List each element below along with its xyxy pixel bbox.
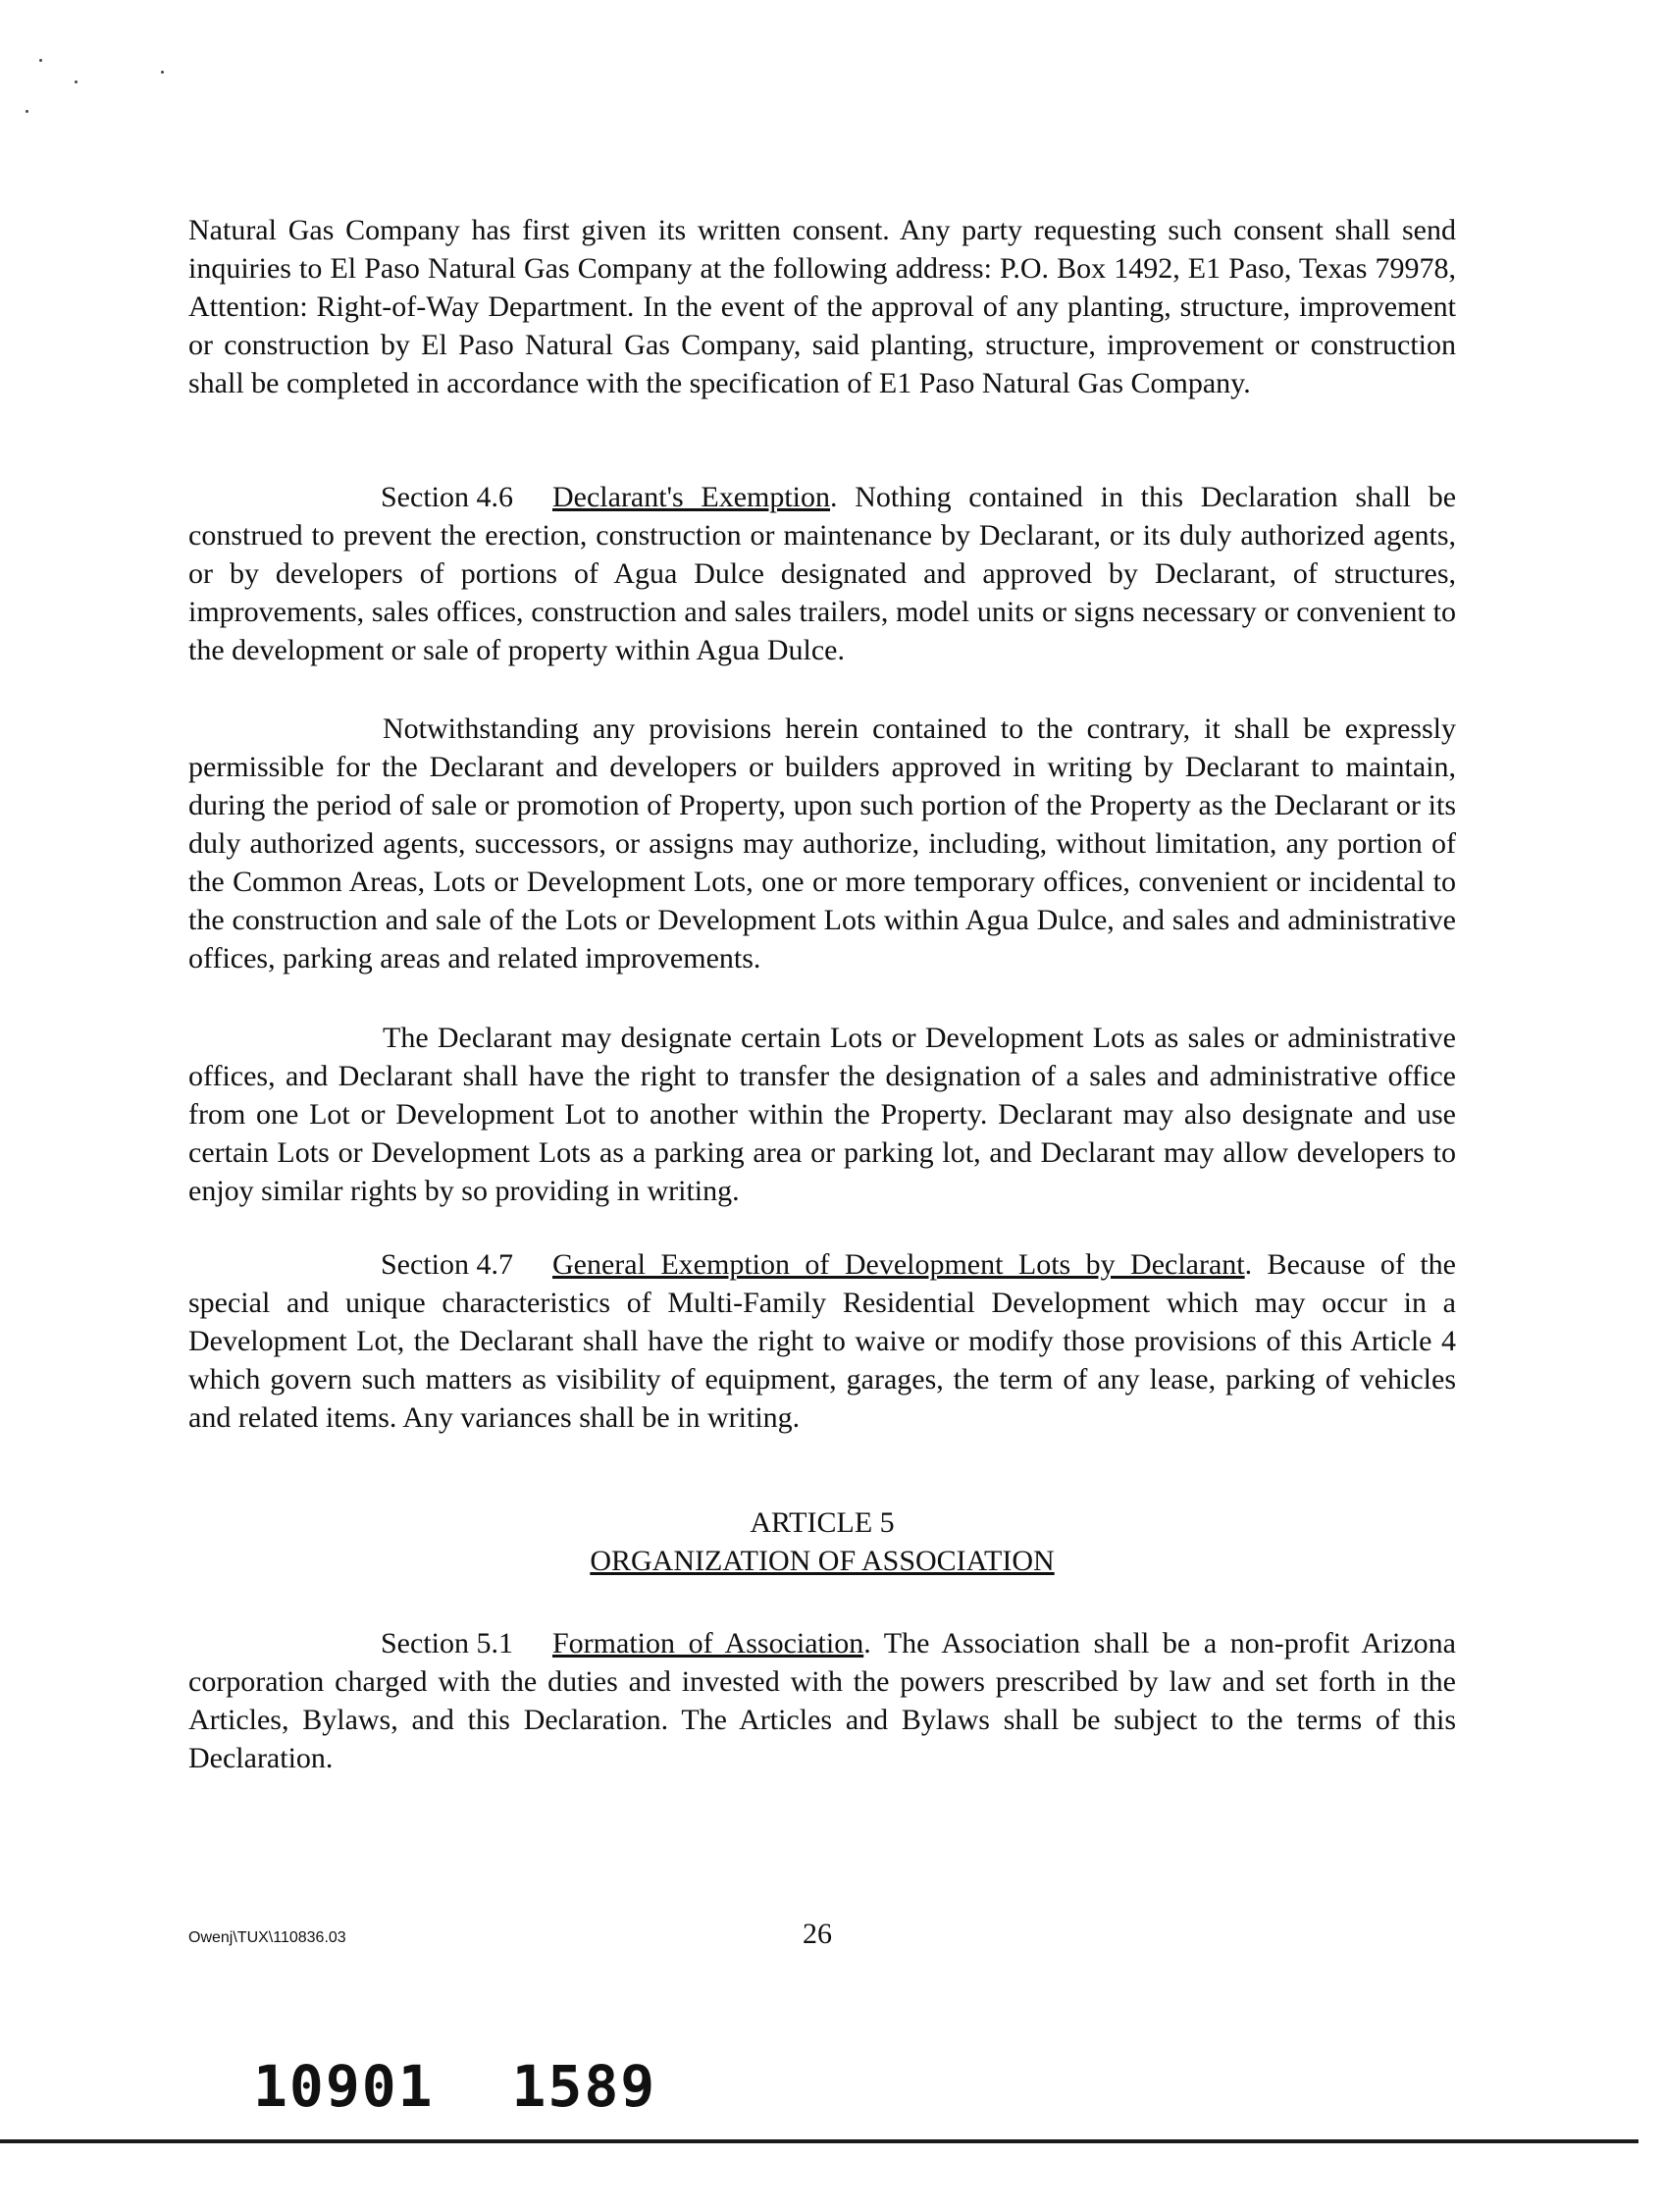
section-5-1 [188, 1624, 1456, 1777]
section-number: Section 5.1 [381, 1627, 513, 1659]
section-body: . Nothing contained in this Declaration shall be construed to prevent the erection, construction or maintenance by Declarant, or its duly authorized agents, or by developers of portions of Agua Dulce designated and approved by Declarant, of structures, improvements, sales offices, construction and sales trailers, model units or signs necessary or convenient to the development or sale of property within Agua Dulce. [188, 481, 1457, 666]
page-number: 26 [803, 1918, 832, 1950]
scan-speck [39, 59, 42, 62]
section-body: . Because of the special and unique characteristics of Multi-Family Residential Development which may occur in a Development Lot, the Declarant shall have the right to waive or modify those provisions of this Article 4 which govern such matters as visibility of equipment, garages, the term of any lease, parking of vehicles and related items. Any variances shall be in writing. [188, 1248, 1456, 1434]
section-body: . The Association shall be a non-profit Arizona corporation charged with the duties and invested with the powers prescribed by law and set forth in the Articles, Bylaws, and this Declaration. The Articles and Bylaws shall be subject to the terms of this Declaration. [188, 1627, 1456, 1774]
section-title: Declarant's Exemption [552, 481, 831, 513]
paragraph-continued: Natural Gas Company has first given its written consent. Any party requesting such consent shall send inquiries to El Paso Natural Gas Company at the following address: P.O. Box 1492, E1 Paso, Texas 79978, Attention: Right-of-Way Department. In the event of the approval of any planting, structure, improvement or construction by El Paso Natural Gas Company, said planting, structure, improvement or construction shall be completed in accordance with the specification of E1 Paso Natural Gas Company. [188, 214, 1456, 399]
article-heading [188, 1503, 1456, 1580]
section-number: Section 4.6 [381, 481, 513, 513]
scan-speck [26, 110, 28, 113]
bottom-rule [0, 2139, 1638, 2143]
paragraph-declarant-may: The Declarant may designate certain Lots or Development Lots as sales or administrative offices, and Declarant shall have the right to transfer the designation of a sales and administrative office from one Lot or Development Lot to another within the Property. Declarant may also designate and use certain Lots or Development Lots as a parking area or parking lot, and Declarant may allow developers to enjoy similar rights by so providing in writing. [188, 1022, 1456, 1207]
section-title: General Exemption of Development Lots by Declarant [552, 1248, 1245, 1281]
scan-speck [75, 80, 78, 83]
article-number: ARTICLE 5 [750, 1506, 895, 1539]
recording-number: 10901 1589 [253, 2053, 657, 2120]
article-title: ORGANIZATION OF ASSOCIATION [590, 1545, 1055, 1577]
section-number: Section 4.7 [381, 1248, 513, 1281]
file-reference: Owenj\TUX\110836.03 [188, 1929, 346, 1946]
section-4-6 [188, 478, 1456, 669]
section-title: Formation of Association [552, 1627, 864, 1659]
section-4-7 [188, 1245, 1456, 1437]
paragraph-notwithstanding: Notwithstanding any provisions herein contained to the contrary, it shall be expressly permissible for the Declarant and developers or builders approved in writing by Declarant to maintain, during the period of sale or promotion of Property, upon such portion of the Property as the Declarant or its duly authorized agents, successors, or assigns may authorize, including, without limitation, any portion of the Common Areas, Lots or Development Lots, one or more temporary offices, convenient or incidental to the construction and sale of the Lots or Development Lots within Agua Dulce, and sales and administrative offices, parking areas and related improvements. [188, 712, 1456, 974]
scan-speck [161, 71, 164, 74]
